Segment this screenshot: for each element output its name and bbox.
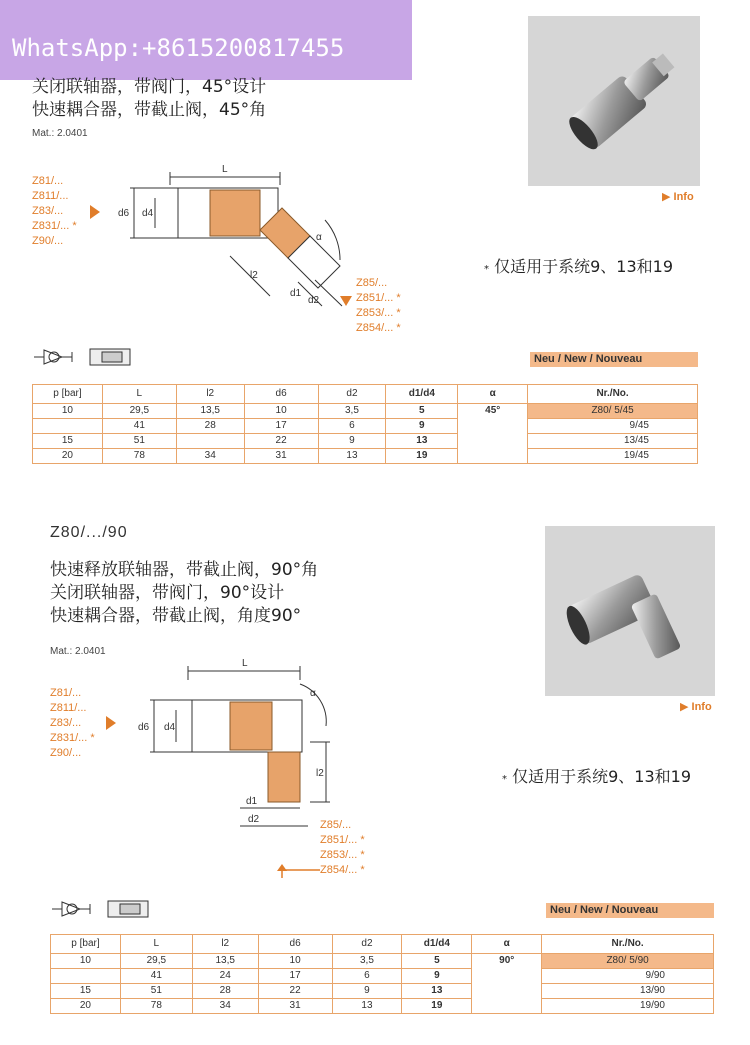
cell: 20 [51,999,121,1014]
cell: 15 [33,434,103,449]
cell [51,969,121,984]
cell [176,434,244,449]
dim-l2: l2 [250,270,258,281]
new-tag-1: Neu / New / Nouveau [530,352,698,367]
cell: 15 [51,984,121,999]
desc-line: 关闭联轴器，带阀门，90°设计 [50,583,285,603]
table-header-row [33,385,698,404]
col-header: l2 [176,385,244,404]
ref-item: Z853/... * [356,307,401,319]
coupling-45-image [528,16,700,186]
ref-item: Z85/... [320,819,352,831]
cell: 6 [332,969,402,984]
ref-list-right-2 [320,818,365,878]
cell: 34 [192,999,258,1014]
cell: 9 [332,984,402,999]
cell: 51 [102,434,176,449]
arrow-right-icon [90,205,100,219]
material-code: Mat.: 2.0401 [50,646,106,657]
cell-part-number: 9/45 [528,419,698,434]
dim-d1: d1 [246,796,258,807]
ref-item: Z81/... [50,687,82,699]
cell-part-number: 13/90 [542,984,714,999]
dim-alpha: α [310,688,316,699]
ref-item: Z811/... [50,702,87,714]
cell: 5 [402,954,472,969]
cell: 28 [192,984,258,999]
cell: 13,5 [176,404,244,419]
cell: 29,5 [120,954,192,969]
dim-d4: d4 [142,208,154,219]
cell-part-number: Z80/ 5/45 [528,404,698,419]
section2-description [50,559,318,628]
cell: 34 [176,449,244,464]
table-row [51,984,714,999]
cell: 29,5 [102,404,176,419]
col-header: d6 [258,935,332,954]
dim-d2: d2 [248,814,260,825]
ref-item: Z853/... * [320,849,365,861]
cell [33,419,103,434]
table-row [33,449,698,464]
cell: 9 [386,419,458,434]
cell: 6 [318,419,386,434]
section1-description [32,76,266,122]
table-row [51,954,714,969]
col-header: Nr./No. [528,385,698,404]
cell-part-number: 19/90 [542,999,714,1014]
cell: 3,5 [332,954,402,969]
cell: 10 [258,954,332,969]
cell: 41 [120,969,192,984]
ref-item: Z81/... [32,175,64,187]
desc-line: 快速耦合器，带截止阀，角度90° [50,606,302,626]
cell: 17 [244,419,318,434]
table-header-row [51,935,714,954]
cell: 90° [472,954,542,1014]
ref-item: Z831/... * [50,732,95,744]
ref-item: Z90/... [50,747,82,759]
cell: 22 [244,434,318,449]
dim-d1: d1 [290,288,302,299]
cell: 78 [102,449,176,464]
dim-d6: d6 [138,722,150,733]
product-photo-90 [545,526,715,696]
ref-item: Z85/... [356,277,388,289]
product-photo-45 [528,16,700,186]
table-row [51,999,714,1014]
cell: 31 [244,449,318,464]
dim-alpha: α [316,232,322,243]
cell: 10 [33,404,103,419]
dim-L: L [242,658,248,669]
dim-d6: d6 [118,208,130,219]
desc-line: 快速耦合器，带截止阀，45°角 [32,100,267,120]
cell: 24 [192,969,258,984]
desc-line: 关闭联轴器，带阀门，45°设计 [32,77,267,97]
ref-item: Z854/... * [320,864,365,876]
info-link-2[interactable]: ▶ Info [680,701,712,713]
spec-table-90 [50,934,714,1014]
cell: 13 [402,984,472,999]
dim-d2: d2 [308,295,320,306]
table-row [33,404,698,419]
table-row [51,969,714,984]
valve-symbol-icon [50,898,160,920]
cell: 13 [332,999,402,1014]
info-link-1[interactable]: ▶ Info [662,191,694,203]
cell-part-number: Z80/ 5/90 [542,954,714,969]
col-header: p [bar] [51,935,121,954]
dim-l2: l2 [316,768,324,779]
table-row [33,419,698,434]
cell: 13 [386,434,458,449]
dim-d4: d4 [164,722,176,733]
dim-L: L [222,164,228,175]
cell-part-number: 13/45 [528,434,698,449]
cell: 5 [386,404,458,419]
coupling-90-image [545,526,715,696]
col-header: l2 [192,935,258,954]
system-note-2: * 仅适用于系统9、13和19 [502,767,691,786]
col-header: d1/d4 [402,935,472,954]
cell: 19 [386,449,458,464]
cell: 9 [402,969,472,984]
technical-drawing-45 [110,160,370,330]
cell: 41 [102,419,176,434]
arrow-up-left-icon [272,862,322,880]
cell: 3,5 [318,404,386,419]
cell-part-number: 19/45 [528,449,698,464]
ref-item: Z851/... * [320,834,365,846]
col-header: L [102,385,176,404]
cell: 78 [120,999,192,1014]
system-note-1: * 仅适用于系统9、13和19 [484,257,673,276]
ref-list-right-1 [356,276,401,336]
cell: 22 [258,984,332,999]
cell: 10 [244,404,318,419]
col-header: p [bar] [33,385,103,404]
ref-item: Z83/... [50,717,82,729]
new-tag-2: Neu / New / Nouveau [546,903,714,918]
col-header: d2 [318,385,386,404]
cell: 17 [258,969,332,984]
col-header: d6 [244,385,318,404]
arrow-down-icon [340,296,352,306]
col-header: d1/d4 [386,385,458,404]
material-code: Mat.: 2.0401 [32,128,88,139]
ref-item: Z831/... * [32,220,77,232]
arrow-right-icon [106,716,116,730]
cell: 13 [318,449,386,464]
cell: 13,5 [192,954,258,969]
cell: 10 [51,954,121,969]
ref-item: Z83/... [32,205,64,217]
ref-item: Z90/... [32,235,64,247]
cell: 45° [458,404,528,464]
ref-item: Z811/... [32,190,69,202]
col-header: α [458,385,528,404]
table-row [33,434,698,449]
technical-drawing-90 [130,656,350,836]
cell: 9 [318,434,386,449]
cell: 28 [176,419,244,434]
ref-list-left-1 [32,174,77,249]
cell: 51 [120,984,192,999]
valve-symbol-icon [32,346,142,368]
desc-line: 快速释放联轴器，带截止阀，90°角 [50,560,319,580]
col-header: L [120,935,192,954]
col-header: d2 [332,935,402,954]
col-header: Nr./No. [542,935,714,954]
col-header: α [472,935,542,954]
ref-item: Z851/... * [356,292,401,304]
cell-part-number: 9/90 [542,969,714,984]
ref-item: Z854/... * [356,322,401,334]
whatsapp-banner: WhatsApp:+8615200817455 [0,0,412,80]
section2-title: Z80/.../90 [50,524,128,541]
cell: 31 [258,999,332,1014]
spec-table-45 [32,384,698,464]
cell: 20 [33,449,103,464]
ref-list-left-2 [50,686,95,761]
cell: 19 [402,999,472,1014]
